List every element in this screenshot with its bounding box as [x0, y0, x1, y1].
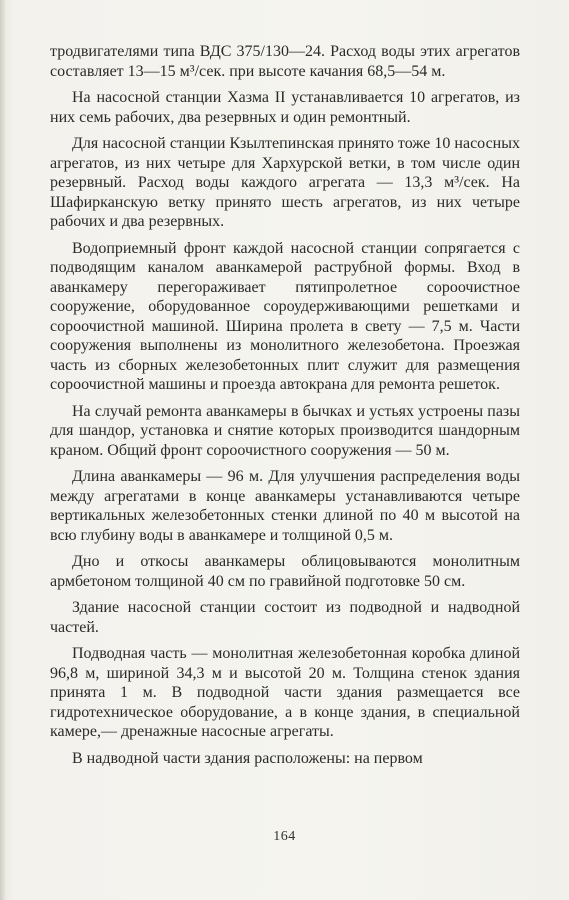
page-binding-shadow — [0, 0, 6, 900]
page-number: 164 — [273, 829, 296, 844]
paragraph-building: Здание насосной станции состоит из подводной и надводной частей. — [50, 599, 520, 636]
paragraph-forebay-length: Длина аванкамеры — 96 м. Для улучшения распределения воды между агрегатами в конце аванкамеры устанавливаются четыре вертикальных железобетонных стенки длиной по 40 м высотой на всю глубину воды в аванкамере и толщиной 0,5 м. — [50, 468, 520, 544]
paragraph-underwater-part: Подводная часть — монолитная железобетонная коробка длиной 96,8 м, шириной 34,3 м и высотой 20 м. Толщина стенок здания принята 1 м. В подводной части здания размещается все гидротехническое оборудование, а в конце здания, в специальной камере,— дренажные насосные агрегаты. — [50, 645, 520, 740]
paragraph-khazma: На насосной станции Хазма II устанавливается 10 агрегатов, из них семь рабочих, два резервных и один ремонтный. — [50, 89, 520, 126]
paragraph-intake-front: Водоприемный фронт каждой насосной станции сопрягается с подводящим каналом аванкамерой раструбной формы. Вход в аванкамеру перегораживает пятипролетное сороочистное сооружение, оборудованное сороудерживающими решетками и сороочистной машиной. Ширина пролета в свету — 7,5 м. Части сооружения выполнены из монолитного железобетона. Проезжая часть из сборных железобетонных плит служит для размещения сороочистной машины и проезда автокрана для ремонта решеток. — [50, 239, 520, 393]
paragraph-repair: На случай ремонта аванкамеры в бычках и устьях устроены пазы для шандор, установка и снятие которых производится шандорным краном. Общий фронт сороочистного сооружения — 50 м. — [50, 402, 520, 459]
body-text — [50, 42, 520, 775]
paragraph-continuation: тродвигателями типа ВДС 375/130—24. Расход воды этих агрегатов составляет 13—15 м³/сек. при высоте качания 68,5—54 м. — [50, 43, 520, 80]
paragraph-lining: Дно и откосы аванкамеры облицовываются монолитным армбетоном толщиной 40 см по гравийной подготовке 50 см. — [50, 553, 520, 590]
paragraph-kzyltepinskaya: Для насосной станции Кзылтепинская принято тоже 10 насосных агрегатов, из них четыре для Хархурской ветки, в том числе один резервный. Расход воды каждого агрегата — 13,3 м³/сек. На Шафирканскую ветку принято шесть агрегатов, из них четыре рабочих и два резервных. — [50, 135, 520, 230]
paragraph-above-water-part: В надводной части здания расположены: на первом — [72, 749, 423, 767]
